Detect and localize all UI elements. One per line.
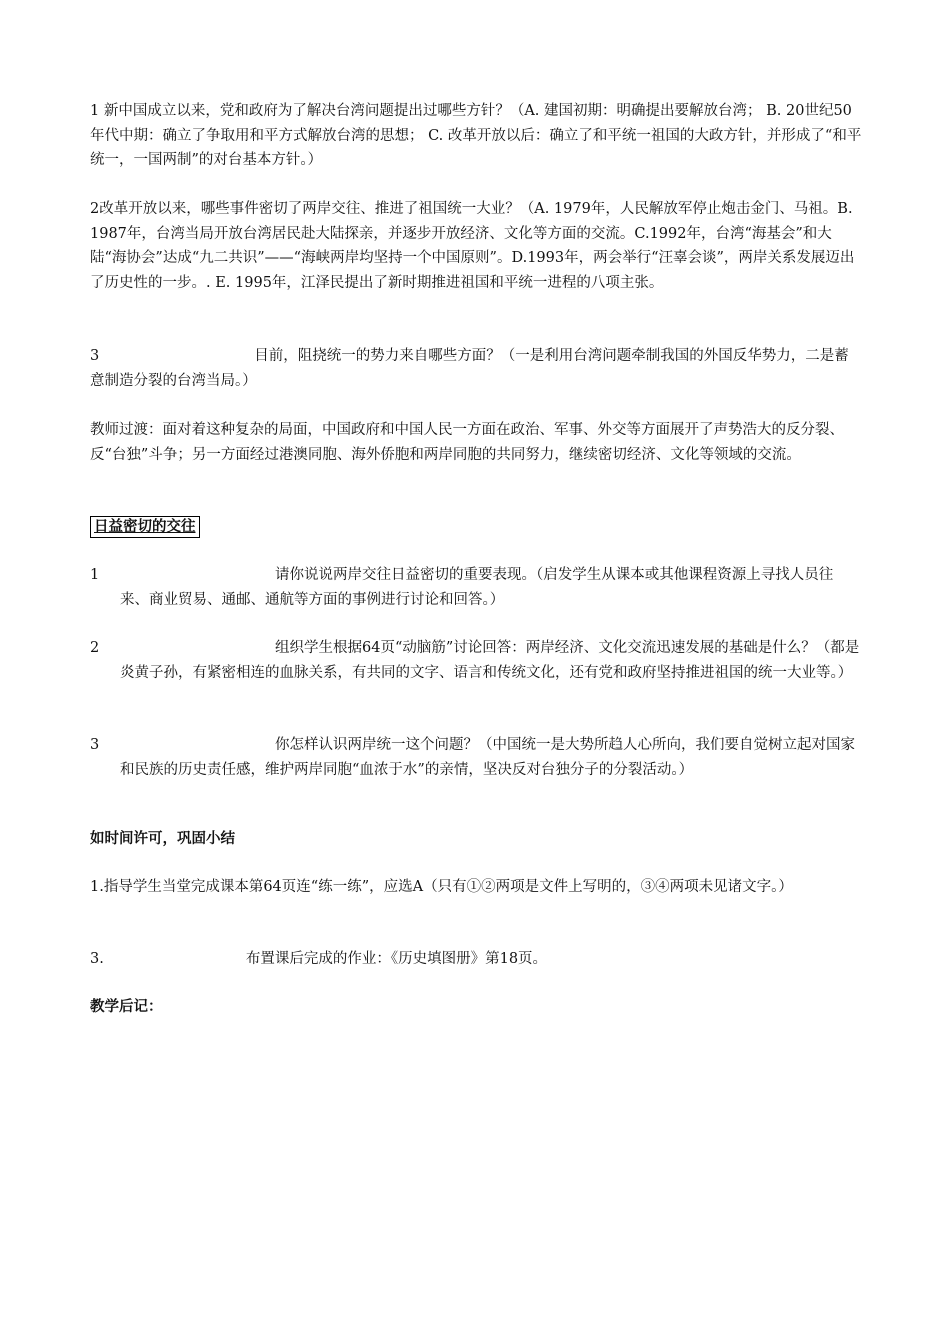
item-number: 1	[90, 567, 100, 583]
item-text: 组织学生根据64页“动脑筋”讨论回答：两岸经济、文化交流迅速发展的基础是什么？（都是炎黄子孙，有紧密相连的血脉关系，有共同的文字、语言和传统文化，还有党和政府坚持推进祖国的统一大业等。）	[120, 640, 860, 681]
question-3-number: 3	[90, 348, 100, 364]
list-item	[90, 636, 862, 685]
summary-item-3	[90, 947, 862, 972]
section-title: 日益密切的交往	[90, 516, 200, 538]
item-number: 3	[90, 737, 100, 753]
item-text: 请你说说两岸交往日益密切的重要表现。（启发学生从课本或其他课程资源上寻找人员往来、商业贸易、通邮、通航等方面的事例进行讨论和回答。）	[120, 567, 834, 608]
summary-item-1: 1.指导学生当堂完成课本第64页连“练一练”，应选A（只有①②两项是文件上写明的，③④两项未见诸文字。）	[90, 879, 793, 895]
item-text: 你怎样认识两岸统一这个问题？（中国统一是大势所趋人心所向，我们要自觉树立起对国家和民族的历史责任感，维护两岸同胞“血浓于水”的亲情，坚决反对台独分子的分裂活动。）	[120, 737, 855, 778]
question-1-paragraph: 1 新中国成立以来，党和政府为了解决台湾问题提出过哪些方针？（A. 建国初期：明确提出要解放台湾； B. 20世纪50 年代中期：确立了争取用和平方式解放台湾的思想； C. 改革开放以后：确立了和平统一祖国的大政方针，并形成了“和平统一，一国两制”的对台基本方针。）	[90, 103, 862, 168]
question-3-paragraph	[90, 344, 862, 393]
item-number: 2	[90, 640, 100, 656]
afterword-heading: 教学后记：	[90, 999, 163, 1015]
list-item	[90, 733, 862, 782]
summary-item-3-number: 3.	[90, 951, 104, 967]
section-heading	[90, 515, 200, 540]
question-2-paragraph: 2改革开放以来，哪些事件密切了两岸交往、推进了祖国统一大业？（A. 1979年，人民解放军停止炮击金门、马祖。B. 1987年，台湾当局开放台湾居民赴大陆探亲，并逐步开放经济、文化等方面的交流。C.1992年，台湾“海基会”和大陆“海协会”达成“九二共识”——“海峡两岸均坚持一个中国原则”。D.1993年，两会举行“汪辜会谈”，两岸关系发展迈出了历史性的一步。. E. 1995年，江泽民提出了新时期推进祖国和平统一进程的八项主张。	[90, 201, 855, 291]
question-3-text: 目前，阻挠统一的势力来自哪些方面？（一是利用台湾问题牵制我国的外国反华势力，二是蓄意制造分裂的台湾当局。）	[90, 348, 849, 389]
list-item	[90, 563, 862, 612]
summary-heading: 如时间许可，巩固小结	[90, 831, 235, 847]
summary-item-3-text: 布置课后完成的作业：《历史填图册》第18页。	[245, 951, 548, 967]
teacher-transition-paragraph: 教师过渡：面对着这种复杂的局面，中国政府和中国人民一方面在政治、军事、外交等方面展开了声势浩大的反分裂、反“台独”斗争；另一方面经过港澳同胞、海外侨胞和两岸同胞的共同努力，继续密切经济、文化等领域的交流。	[90, 422, 844, 463]
